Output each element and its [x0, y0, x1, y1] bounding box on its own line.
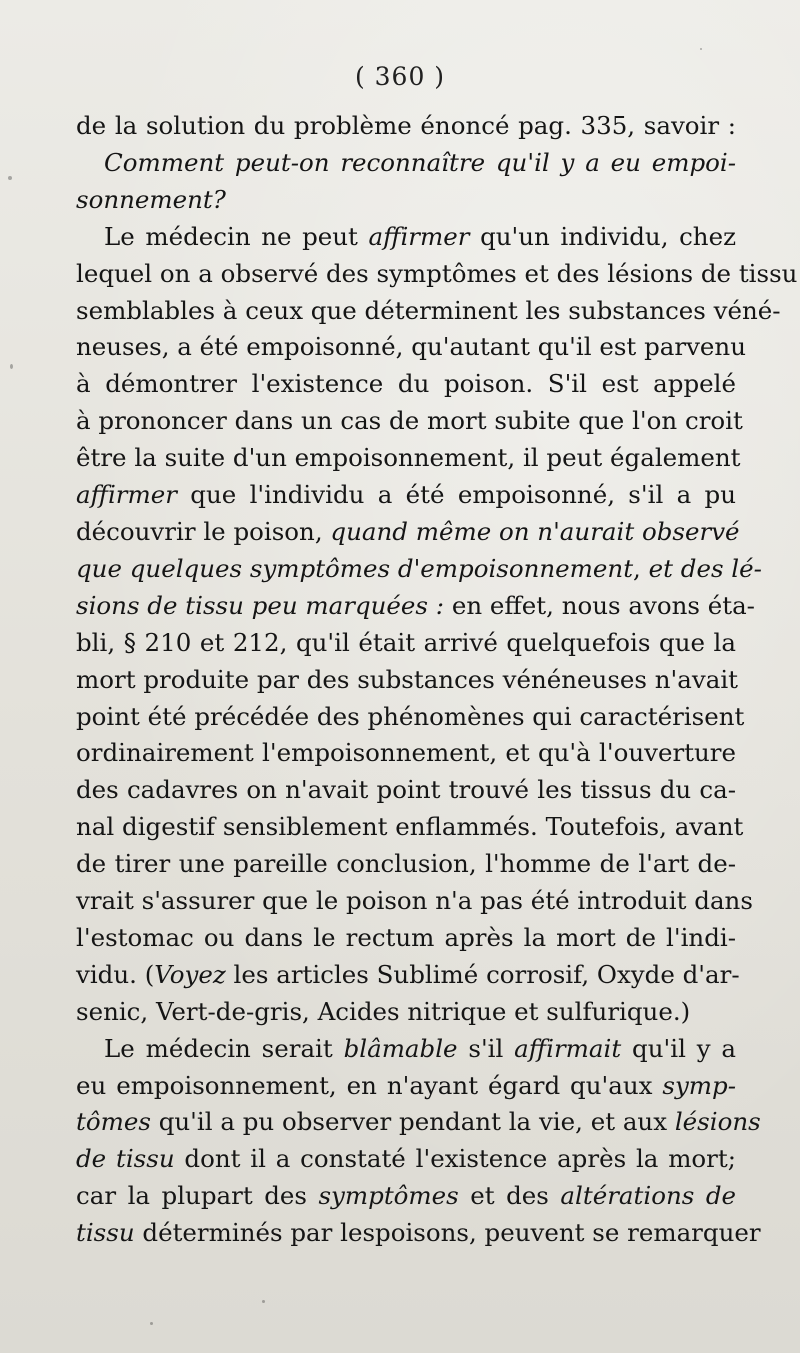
text-run: car la plupart des [76, 1181, 319, 1211]
text-run: , [633, 553, 649, 583]
text-line [76, 1104, 761, 1141]
text-line: être la suite d'un empoisonnement, il peut également [76, 443, 741, 473]
text-line: neuses, a été empoisonné, qu'autant qu'il est parvenu [76, 332, 746, 362]
paragraph-affirmer [76, 219, 798, 1031]
text-line [76, 1215, 761, 1252]
text-run: découvrir le poison, [76, 516, 331, 546]
text-line: point été précédée des phénomènes qui caractérisent [76, 701, 745, 731]
text-line: ordinairement l'empoisonnement, et qu'à l'ouverture [76, 738, 736, 768]
text-line: des cadavres on n'avait point trouvé les tissus du ca- [76, 775, 736, 805]
text-run: Le médecin ne peut [104, 221, 369, 251]
text-line: lequel on a observé des symptômes et des lésions de tissu [76, 258, 798, 288]
paper-speck [8, 176, 12, 180]
text-line: bli, § 210 et 212, qu'il était arrivé quelquefois que la [76, 627, 736, 657]
text-run: en effet, nous avons éta- [444, 590, 755, 620]
text-run: qu'il y a [621, 1033, 736, 1063]
text-line [76, 1178, 736, 1215]
italic-run: affirmait [514, 1033, 622, 1063]
text-line [76, 477, 736, 514]
text-run: déterminés par lespoisons, peuvent se remarquer [134, 1218, 761, 1248]
text-line [76, 588, 755, 625]
text-run: et des [458, 1181, 561, 1211]
text-line [76, 957, 740, 994]
text-line: à prononcer dans un cas de mort subite que l'on croit [76, 406, 743, 436]
text-line: vrait s'assurer que le poison n'a pas été introduit dans [76, 886, 753, 916]
paper-speck [262, 1300, 265, 1303]
text-line [76, 551, 762, 588]
text-run: Le médecin serait [104, 1033, 344, 1063]
text-line: senic, Vert-de-gris, Acides nitrique et sulfurique.) [76, 996, 691, 1026]
text-line: sonnement? [76, 184, 226, 214]
text-run: eu empoisonnement, en n'ayant égard qu'aux [76, 1070, 663, 1100]
text-line: de tirer une pareille conclusion, l'homme de l'art de- [76, 849, 736, 879]
italic-run: affirmer [76, 480, 177, 510]
text-line [76, 1068, 736, 1105]
text-line: mort produite par des substances vénéneuses n'avait [76, 664, 739, 694]
text-line: à démontrer l'existence du poison. S'il est appelé [76, 369, 736, 399]
text-run: qu'il a pu observer pendant la vie, et aux [150, 1107, 675, 1137]
italic-run: et des lé- [648, 553, 762, 583]
italic-run: de tissu [76, 1144, 175, 1174]
text-run: dont il a constaté l'existence après la mort; [174, 1144, 736, 1174]
text-line [76, 1141, 736, 1178]
paragraph-blamable [76, 1031, 761, 1252]
italic-run: tômes [76, 1107, 151, 1137]
page-number: ( 360 ) [354, 62, 446, 91]
italic-run: affirmer [368, 221, 470, 251]
text-line: de la solution du problème énoncé pag. 335, savoir : [76, 111, 736, 140]
text-run: qu'un individu, chez [469, 221, 736, 251]
italic-run: symp- [662, 1070, 736, 1100]
body-text [76, 108, 798, 1252]
italic-run: lésions [674, 1107, 761, 1137]
text-line [76, 219, 736, 256]
paper-speck [700, 48, 702, 50]
text-run: s'il [457, 1033, 515, 1063]
text-line: nal digestif sensiblement enflammés. Toutefois, avant [76, 812, 744, 842]
text-run: que l'individu a été empoisonné, s'il a pu [176, 480, 736, 510]
italic-run: sions de tissu peu marquées : [76, 590, 445, 620]
text-line [76, 514, 740, 551]
text-line: semblables à ceux que déterminent les substances véné- [76, 295, 781, 325]
italic-run: blâmable [343, 1033, 458, 1063]
italic-run: altérations de [560, 1181, 737, 1211]
italic-run: symptômes [318, 1181, 459, 1211]
italic-run: tissu [76, 1218, 135, 1248]
text-run: vidu. ( [76, 959, 155, 989]
text-line: l'estomac ou dans le rectum après la mort de l'indi- [76, 922, 736, 952]
italic-run: que quelques symptômes d'empoisonnement [76, 553, 634, 583]
text-line [76, 1031, 736, 1068]
paper-speck [150, 1322, 153, 1325]
italic-run: Voyez [154, 959, 226, 989]
italic-run: quand même on n'aurait observé [330, 516, 740, 546]
text-line: Comment peut-on reconnaître qu'il y a eu empoi- [104, 147, 736, 177]
paper-speck [10, 364, 13, 369]
text-run: les articles Sublimé corrosif, Oxyde d'ar- [225, 959, 740, 989]
paragraph-intro [76, 108, 736, 219]
